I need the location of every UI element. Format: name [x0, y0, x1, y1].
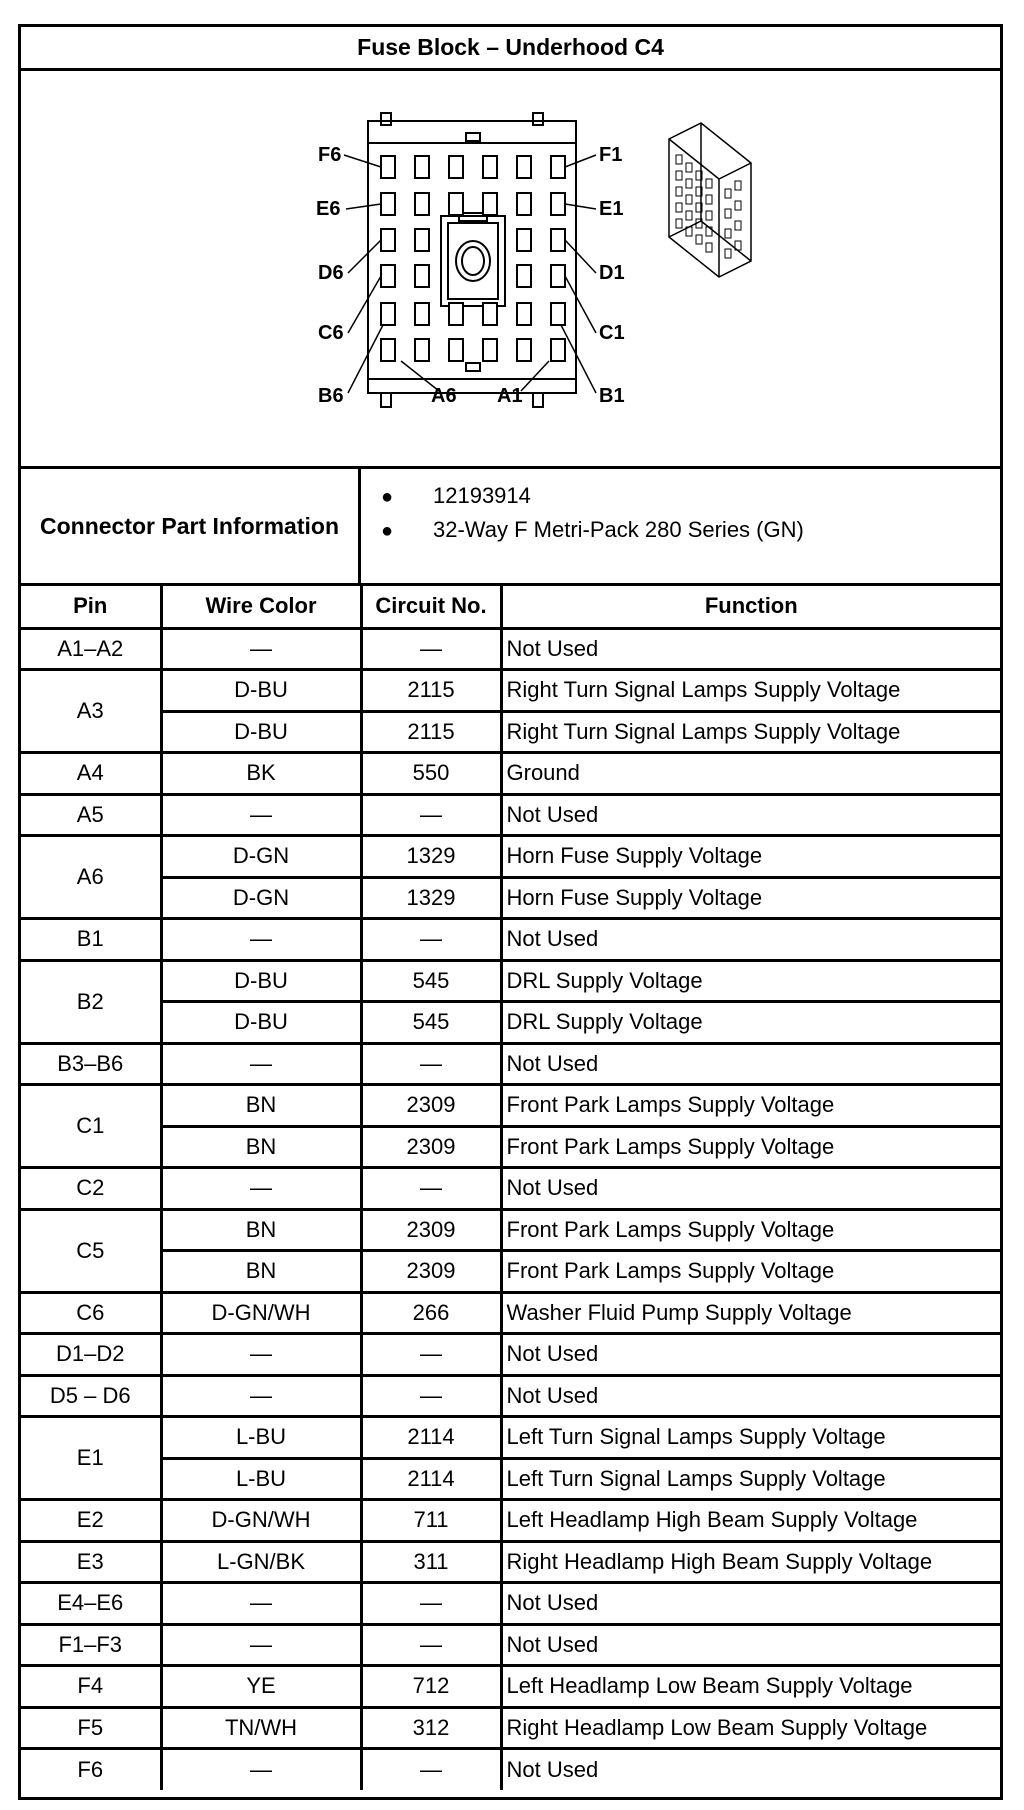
wire-color-cell: D-BU	[161, 1002, 361, 1044]
pin-cell: E1	[21, 1417, 161, 1500]
function-cell: Front Park Lamps Supply Voltage	[501, 1085, 1000, 1127]
pin-cavities	[381, 156, 565, 361]
wire-color-cell: D-BU	[161, 670, 361, 712]
pin-cell: E3	[21, 1541, 161, 1583]
header-wire-color: Wire Color	[161, 586, 361, 628]
wire-color-cell: —	[161, 794, 361, 836]
circuit-cell: 2115	[361, 670, 501, 712]
connector-isometric-icon	[669, 123, 751, 277]
header-circuit-no: Circuit No.	[361, 586, 501, 628]
table-row	[21, 753, 1000, 795]
label-a1: A1	[497, 385, 523, 407]
function-cell: Front Park Lamps Supply Voltage	[501, 1126, 1000, 1168]
table-row	[21, 711, 1000, 753]
pin-cell: D1–D2	[21, 1334, 161, 1376]
wire-color-cell: BK	[161, 753, 361, 795]
circuit-cell: —	[361, 1375, 501, 1417]
table-row	[21, 1085, 1000, 1127]
circuit-cell: 2309	[361, 1085, 501, 1127]
connector-housing	[368, 113, 576, 407]
pin-cell: B1	[21, 919, 161, 961]
circuit-cell: —	[361, 1749, 501, 1791]
pin-cell: E4–E6	[21, 1583, 161, 1625]
function-cell: DRL Supply Voltage	[501, 1002, 1000, 1044]
function-cell: Not Used	[501, 628, 1000, 670]
label-b6: B6	[318, 385, 344, 407]
label-a6: A6	[431, 385, 457, 407]
label-e1: E1	[599, 198, 624, 220]
circuit-cell: —	[361, 628, 501, 670]
circuit-cell: —	[361, 1624, 501, 1666]
connector-face-drawing	[21, 71, 1000, 469]
function-cell: Not Used	[501, 919, 1000, 961]
table-row	[21, 1707, 1000, 1749]
function-cell: Left Turn Signal Lamps Supply Voltage	[501, 1417, 1000, 1459]
pin-cell: A5	[21, 794, 161, 836]
circuit-cell: 311	[361, 1541, 501, 1583]
table-row	[21, 1749, 1000, 1791]
header-pin: Pin	[21, 586, 161, 628]
wire-color-cell: D-GN/WH	[161, 1292, 361, 1334]
bullet-icon: ●	[381, 520, 394, 542]
function-cell: Not Used	[501, 1375, 1000, 1417]
table-row	[21, 794, 1000, 836]
circuit-cell: 545	[361, 960, 501, 1002]
table-row	[21, 1002, 1000, 1044]
table-row	[21, 1043, 1000, 1085]
table-row	[21, 1458, 1000, 1500]
function-cell: Not Used	[501, 1624, 1000, 1666]
pin-table-body	[21, 628, 1000, 1790]
pin-cell: E2	[21, 1500, 161, 1542]
table-row	[21, 877, 1000, 919]
circuit-cell: 1329	[361, 877, 501, 919]
wire-color-cell: D-BU	[161, 711, 361, 753]
wire-color-cell: D-GN/WH	[161, 1500, 361, 1542]
pin-cell: A6	[21, 836, 161, 919]
table-row	[21, 1624, 1000, 1666]
label-d6: D6	[318, 262, 344, 284]
circuit-cell: 312	[361, 1707, 501, 1749]
label-e6: E6	[316, 198, 341, 220]
wire-color-cell: —	[161, 1583, 361, 1625]
connector-series: ● 32-Way F Metri-Pack 280 Series (GN)	[381, 513, 804, 547]
table-row	[21, 1209, 1000, 1251]
function-cell: Front Park Lamps Supply Voltage	[501, 1209, 1000, 1251]
pin-cell: B3–B6	[21, 1043, 161, 1085]
table-row	[21, 960, 1000, 1002]
label-c6: C6	[318, 322, 344, 344]
function-cell: Not Used	[501, 794, 1000, 836]
label-f1: F1	[599, 144, 623, 166]
circuit-cell: 550	[361, 753, 501, 795]
connector-sheet	[18, 24, 1003, 1800]
function-cell: Right Headlamp Low Beam Supply Voltage	[501, 1707, 1000, 1749]
function-cell: Not Used	[501, 1749, 1000, 1791]
part-number: ● 12193914	[381, 479, 804, 513]
circuit-cell: —	[361, 1583, 501, 1625]
circuit-cell: —	[361, 1168, 501, 1210]
circuit-cell: —	[361, 1043, 501, 1085]
wire-color-cell: —	[161, 1749, 361, 1791]
table-row	[21, 1541, 1000, 1583]
table-header-row	[21, 586, 1000, 628]
wire-color-cell: L-GN/BK	[161, 1541, 361, 1583]
function-cell: Ground	[501, 753, 1000, 795]
function-cell: Washer Fluid Pump Supply Voltage	[501, 1292, 1000, 1334]
label-d1: D1	[599, 262, 625, 284]
wire-color-cell: L-BU	[161, 1417, 361, 1459]
circuit-cell: —	[361, 919, 501, 961]
pin-cell: C1	[21, 1085, 161, 1168]
wire-color-cell: D-BU	[161, 960, 361, 1002]
table-row	[21, 919, 1000, 961]
wire-color-cell: —	[161, 1043, 361, 1085]
circuit-cell: 2114	[361, 1458, 501, 1500]
header-function: Function	[501, 586, 1000, 628]
function-cell: Not Used	[501, 1043, 1000, 1085]
wire-color-cell: TN/WH	[161, 1707, 361, 1749]
function-cell: Not Used	[501, 1168, 1000, 1210]
pin-cell: F4	[21, 1666, 161, 1708]
circuit-cell: 2309	[361, 1251, 501, 1293]
connector-info-label: Connector Part Information	[21, 469, 361, 583]
label-b1: B1	[599, 385, 625, 407]
label-c1: C1	[599, 322, 625, 344]
circuit-cell: 545	[361, 1002, 501, 1044]
function-cell: Left Headlamp High Beam Supply Voltage	[501, 1500, 1000, 1542]
circuit-cell: 712	[361, 1666, 501, 1708]
wire-color-cell: —	[161, 1168, 361, 1210]
function-cell: Right Turn Signal Lamps Supply Voltage	[501, 711, 1000, 753]
circuit-cell: 2114	[361, 1417, 501, 1459]
function-cell: Right Turn Signal Lamps Supply Voltage	[501, 670, 1000, 712]
circuit-cell: 2309	[361, 1126, 501, 1168]
table-row	[21, 1168, 1000, 1210]
function-cell: Not Used	[501, 1583, 1000, 1625]
pin-cell: C6	[21, 1292, 161, 1334]
function-cell: Horn Fuse Supply Voltage	[501, 836, 1000, 878]
pin-cell: F5	[21, 1707, 161, 1749]
pin-cell: B2	[21, 960, 161, 1043]
function-cell: Left Turn Signal Lamps Supply Voltage	[501, 1458, 1000, 1500]
function-cell: Front Park Lamps Supply Voltage	[501, 1251, 1000, 1293]
connector-diagram	[21, 71, 1000, 469]
table-row	[21, 1251, 1000, 1293]
wire-color-cell: —	[161, 1334, 361, 1376]
wire-color-cell: —	[161, 628, 361, 670]
table-row	[21, 670, 1000, 712]
circuit-cell: —	[361, 794, 501, 836]
circuit-cell: 711	[361, 1500, 501, 1542]
wire-color-cell: —	[161, 1624, 361, 1666]
circuit-cell: 1329	[361, 836, 501, 878]
circuit-cell: 266	[361, 1292, 501, 1334]
table-row	[21, 1292, 1000, 1334]
wire-color-cell: BN	[161, 1251, 361, 1293]
pin-cell: F6	[21, 1749, 161, 1791]
bullet-icon: ●	[381, 486, 394, 508]
function-cell: Right Headlamp High Beam Supply Voltage	[501, 1541, 1000, 1583]
pin-cell: A3	[21, 670, 161, 753]
pin-cell: F1–F3	[21, 1624, 161, 1666]
connector-info-list	[381, 479, 804, 547]
page-title: Fuse Block – Underhood C4	[21, 27, 1000, 71]
wire-color-cell: —	[161, 1375, 361, 1417]
table-row	[21, 1375, 1000, 1417]
circuit-cell: 2309	[361, 1209, 501, 1251]
table-row	[21, 1417, 1000, 1459]
function-cell: Not Used	[501, 1334, 1000, 1376]
table-row	[21, 1583, 1000, 1625]
wire-color-cell: BN	[161, 1126, 361, 1168]
wire-color-cell: L-BU	[161, 1458, 361, 1500]
pin-cell: C5	[21, 1209, 161, 1292]
pin-cell: C2	[21, 1168, 161, 1210]
wire-color-cell: D-GN	[161, 836, 361, 878]
wire-color-cell: —	[161, 919, 361, 961]
table-row	[21, 836, 1000, 878]
function-cell: Horn Fuse Supply Voltage	[501, 877, 1000, 919]
pin-cell: A4	[21, 753, 161, 795]
function-cell: Left Headlamp Low Beam Supply Voltage	[501, 1666, 1000, 1708]
table-row	[21, 1666, 1000, 1708]
pin-table	[21, 586, 1000, 1790]
circuit-cell: —	[361, 1334, 501, 1376]
connector-part-information	[21, 469, 1000, 586]
wire-color-cell: YE	[161, 1666, 361, 1708]
table-row	[21, 1126, 1000, 1168]
table-row	[21, 1334, 1000, 1376]
wire-color-cell: BN	[161, 1209, 361, 1251]
wire-color-cell: BN	[161, 1085, 361, 1127]
circuit-cell: 2115	[361, 711, 501, 753]
table-row	[21, 628, 1000, 670]
pin-cell: A1–A2	[21, 628, 161, 670]
pin-cell: D5 – D6	[21, 1375, 161, 1417]
function-cell: DRL Supply Voltage	[501, 960, 1000, 1002]
table-row	[21, 1500, 1000, 1542]
label-f6: F6	[318, 144, 342, 166]
wire-color-cell: D-GN	[161, 877, 361, 919]
